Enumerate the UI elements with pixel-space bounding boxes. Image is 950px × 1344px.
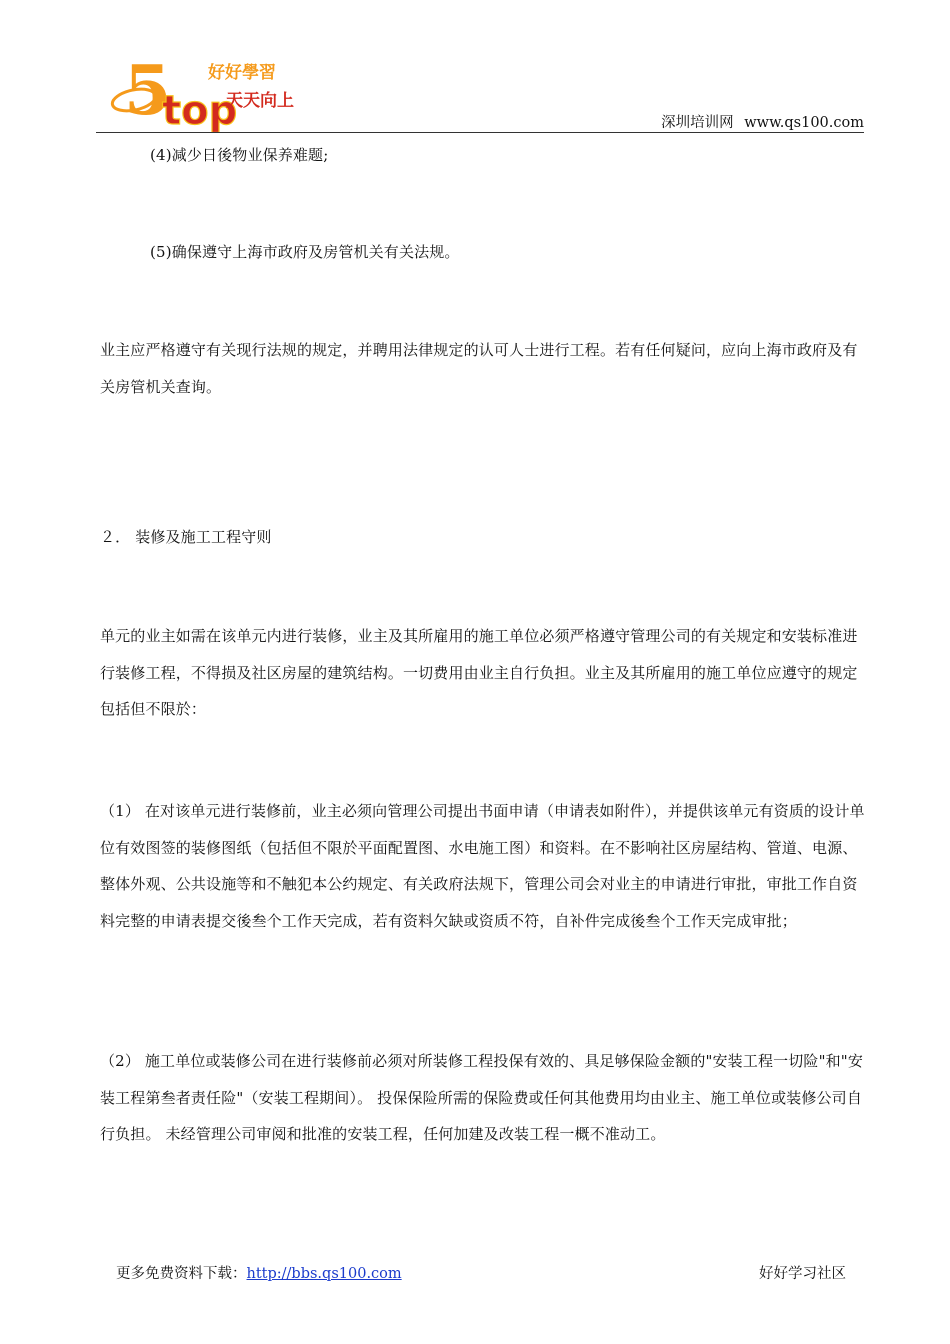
site-name-text: 深圳培训网 bbox=[661, 115, 734, 131]
rule-item-1: （1） 在对该单元进行装修前，业主必须向管理公司提出书面申请（申请表如附件），并提供该单元有资质的设计单位有效图签的装修图纸（包括但不限於平面配置图、水电施工图）和资料。在不影响社区房屋结构、管道、电源、整体外观、公共设施等和不触犯本公约规定、有关政府法规下，管理公司会对业主的申请进行审批，审批工作自资料完整的申请表提交後叁个工作天完成，若有资料欠缺或资质不符，自补件完成後叁个工作天完成审批； bbox=[100, 802, 865, 930]
paragraph-renovation-rules: 单元的业主如需在该单元内进行装修，业主及其所雇用的施工单位必须严格遵守管理公司的有关规定和安装标准进行装修工程，不得损及社区房屋的建筑结构。一切费用由业主自行负担。业主及其所雇用的施工单位应遵守的规定包括但不限於： bbox=[100, 627, 858, 718]
footer-community: 好好学习社区 bbox=[759, 1266, 846, 1282]
footer-download bbox=[116, 1262, 402, 1283]
site-url[interactable]: www.qs100.com bbox=[744, 115, 864, 131]
logo-slogan-line2: 天天向上 bbox=[226, 91, 294, 111]
logo-slogan-line1: 好好學習 bbox=[208, 63, 276, 83]
list-item-5: (5)确保遵守上海市政府及房管机关有关法规。 bbox=[150, 243, 460, 261]
logo-word: top bbox=[162, 88, 238, 132]
footer-download-label: 更多免费资料下载： bbox=[116, 1266, 247, 1282]
section-heading: ２． 装修及施工工程守则 bbox=[100, 528, 272, 546]
rule-item-2: （2） 施工单位或装修公司在进行装修前必须对所装修工程投保有效的、具足够保险金额的"安装工程一切险"和"安装工程第叁者责任险"（安装工程期间）。 投保保险所需的保险费或任何其他费用均由业主、施工单位或装修公司自行负担。 未经管理公司审阅和批准的安装工程，任何加建及改装工程一概不准动工。 bbox=[100, 1052, 863, 1143]
footer-download-link[interactable]: http://bbs.qs100.com bbox=[246, 1266, 402, 1282]
page-header bbox=[96, 48, 864, 134]
site-title bbox=[661, 111, 864, 132]
logo-graphic bbox=[104, 52, 344, 132]
header-divider bbox=[96, 132, 864, 133]
paragraph-compliance: 业主应严格遵守有关现行法规的规定，并聘用法律规定的认可人士进行工程。若有任何疑问，应向上海市政府及有关房管机关查询。 bbox=[100, 341, 858, 396]
list-item-4: (4)减少日後物业保养难题; bbox=[150, 146, 329, 164]
logo-digit: 5 bbox=[124, 52, 172, 131]
site-logo[interactable] bbox=[104, 52, 344, 132]
